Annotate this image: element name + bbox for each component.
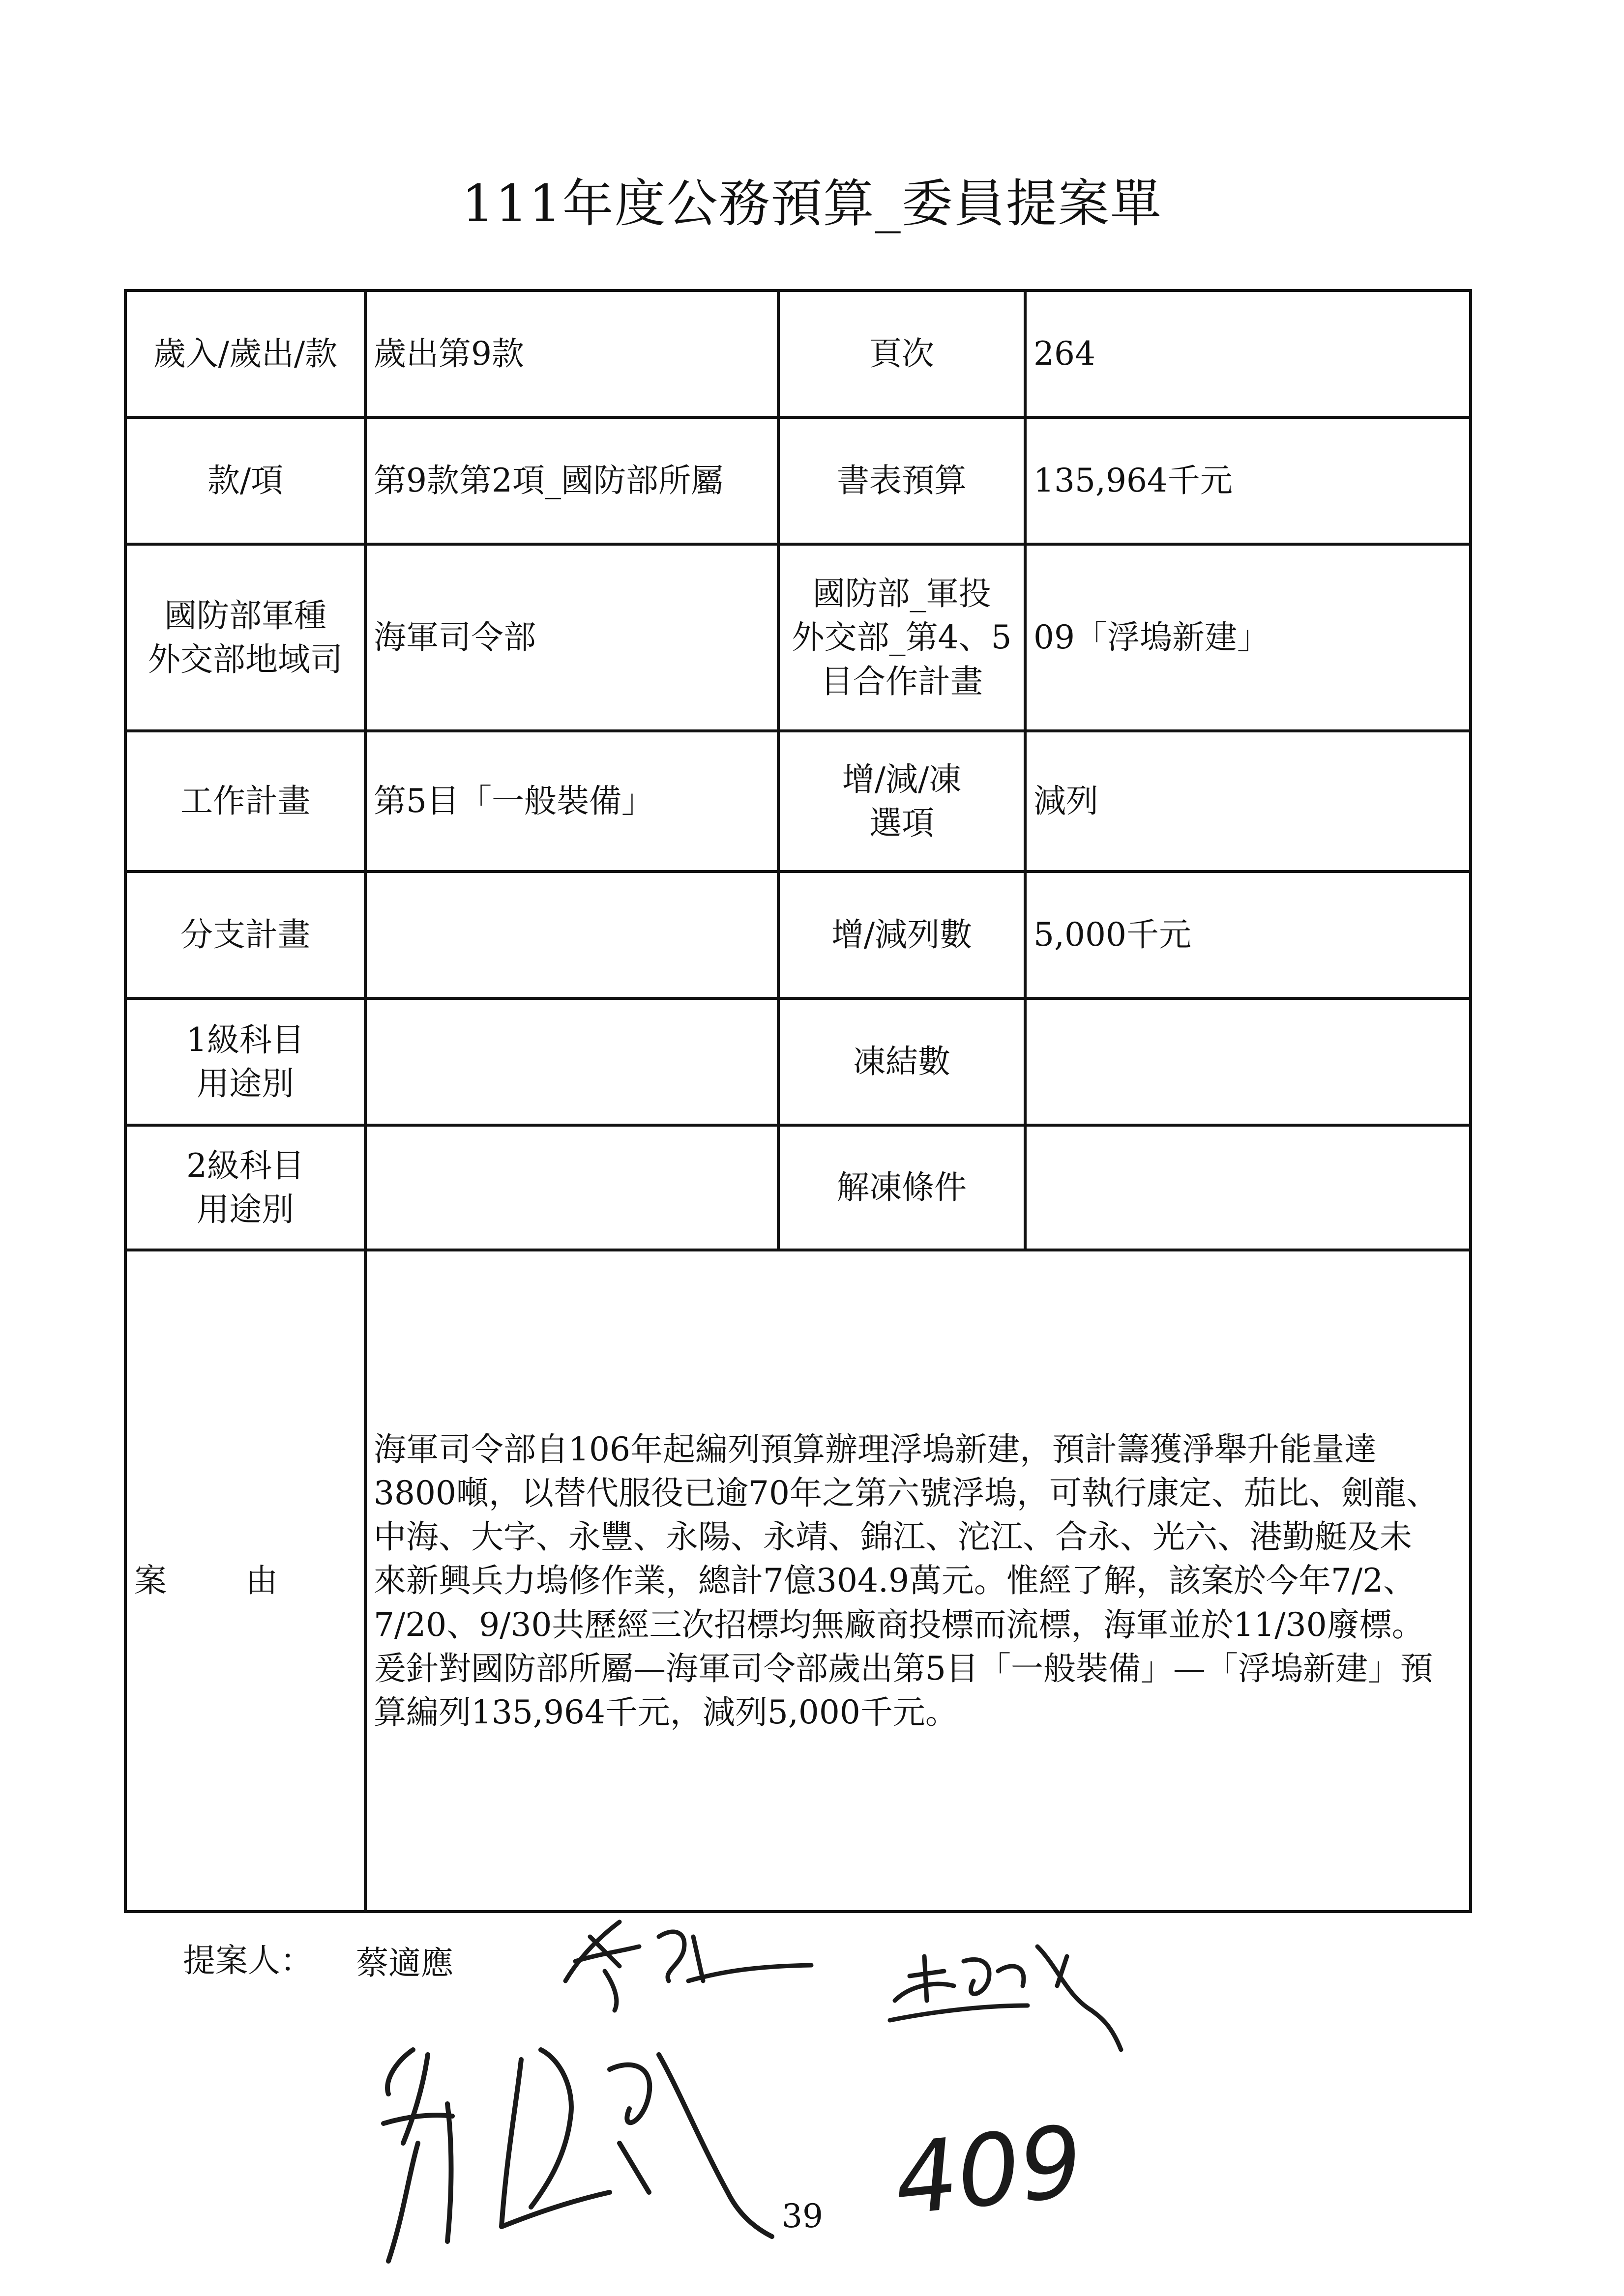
field-label (778, 544, 1025, 731)
label-line: 目合作計畫 (821, 662, 983, 700)
field-label (778, 731, 1025, 872)
form-row (125, 417, 1471, 544)
proposer-label: 提案人： (183, 1942, 313, 1979)
field-value: 減列 (1025, 731, 1471, 872)
field-value (1025, 1125, 1471, 1250)
reason-line: 來新興兵力塢修作業，總計7億304.9萬元。惟經了解，該案於今年7/2、 (374, 1562, 1416, 1600)
reason-row (125, 1250, 1471, 1912)
field-label: 解凍條件 (778, 1125, 1025, 1250)
signature-3 (354, 2030, 797, 2276)
page-title: 111年度公務預算_委員提案單 (462, 174, 1162, 233)
field-value (365, 872, 778, 998)
form-row (125, 291, 1471, 417)
label-line: 用途別 (197, 1191, 294, 1228)
field-value: 第5目「一般裝備」 (365, 731, 778, 872)
signature-1 (546, 1907, 821, 2015)
reason-line: 7/20、9/30共歷經三次招標均無廠商投標而流標，海軍並於11/30廢標。 (374, 1605, 1424, 1644)
field-label: 書表預算 (778, 417, 1025, 544)
field-value: 09「浮塢新建」 (1025, 544, 1471, 731)
field-value (1025, 998, 1471, 1125)
field-label: 歲入/歲出/款 (125, 291, 365, 417)
field-label: 款/項 (125, 417, 365, 544)
reason-line: 爰針對國防部所屬—海軍司令部歲出第5目「一般裝備」—「浮塢新建」預 (374, 1649, 1433, 1687)
proposal-form-table (124, 289, 1472, 1913)
reason-line: 中海、大字、永豐、永陽、永靖、錦江、沱江、合永、光六、港勤艇及未 (374, 1518, 1412, 1556)
form-row (125, 998, 1471, 1125)
reason-line: 算編列135,964千元，減列5,000千元。 (374, 1693, 958, 1731)
reason-line: 3800噸，以替代服役已逾70年之第六號浮塢，可執行康定、茄比、劍龍、 (374, 1474, 1439, 1512)
label-line: 國防部_軍投 (812, 575, 991, 613)
signature-2 (880, 1927, 1155, 2055)
form-row (125, 731, 1471, 872)
field-value: 264 (1025, 291, 1471, 417)
field-label: 工作計畫 (125, 731, 365, 872)
label-line: 外交部地域司 (148, 640, 343, 678)
proposer-name: 蔡適應 (356, 1944, 453, 1982)
field-value: 海軍司令部 (365, 544, 778, 731)
label-line: 用途別 (197, 1065, 294, 1103)
field-value: 5,000千元 (1025, 872, 1471, 998)
field-label: 凍結數 (778, 998, 1025, 1125)
field-value: 135,964千元 (1025, 417, 1471, 544)
label-line: 1級科目 (186, 1020, 304, 1059)
field-value (365, 998, 778, 1125)
field-value (365, 1125, 778, 1250)
field-label: 增/減列數 (778, 872, 1025, 998)
field-label: 分支計畫 (125, 872, 365, 998)
field-value: 第9款第2項_國防部所屬 (365, 417, 778, 544)
page-number: 39 (782, 2197, 823, 2235)
field-label: 頁次 (778, 291, 1025, 417)
handwritten-number: 409 (889, 2104, 1088, 2238)
label-line: 選項 (869, 804, 934, 842)
reason-text (365, 1250, 1471, 1912)
form-row (125, 1125, 1471, 1250)
field-label (125, 544, 365, 731)
label-line: 國防部軍種 (164, 596, 326, 635)
reason-line: 海軍司令部自106年起編列預算辦理浮塢新建，預計籌獲淨舉升能量達 (374, 1430, 1377, 1469)
label-line: 外交部_第4、5 (792, 618, 1012, 657)
label-line: 增/減/凍 (842, 760, 962, 798)
form-row (125, 544, 1471, 731)
field-label (125, 998, 365, 1125)
form-row (125, 872, 1471, 998)
field-label (125, 1125, 365, 1250)
label-line: 2級科目 (186, 1146, 304, 1185)
field-value: 歲出第9款 (365, 291, 778, 417)
reason-label: 案由 (125, 1250, 365, 1912)
